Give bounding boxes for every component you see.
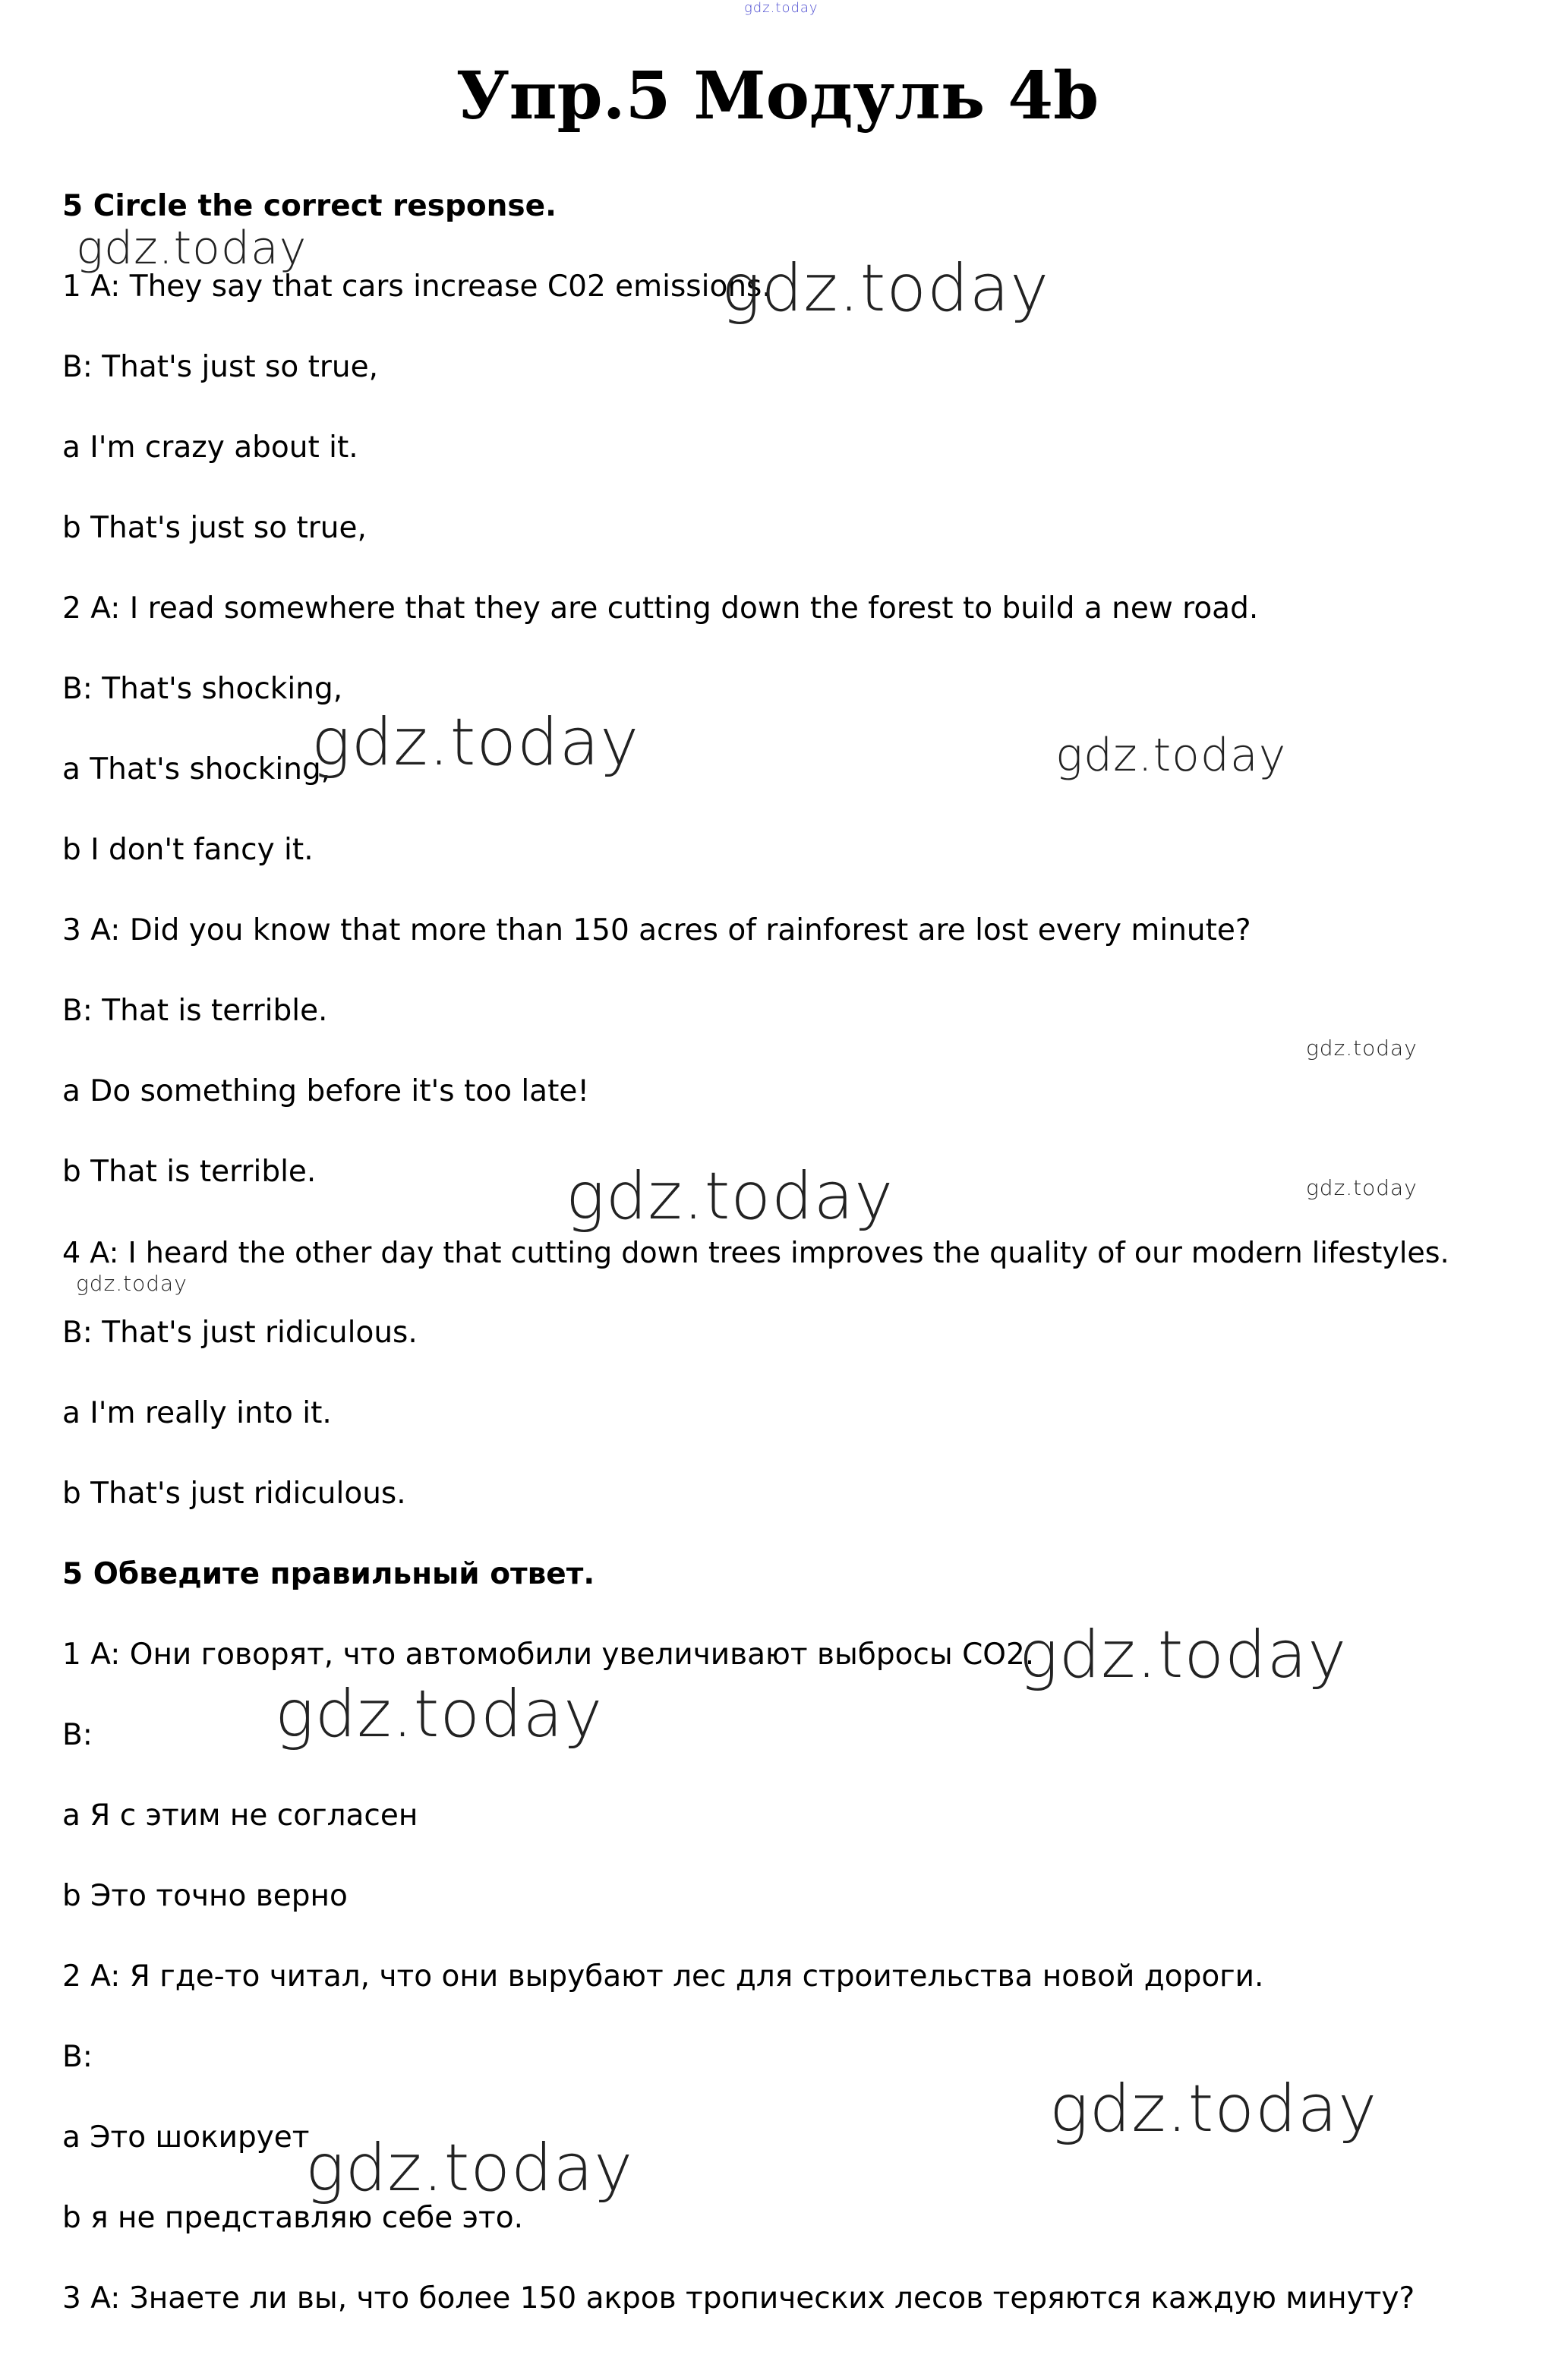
watermark: gdz.today [305, 2130, 634, 2206]
text-line: b I don't fancy it. [62, 833, 314, 867]
page-title: Упр.5 Модуль 4b [456, 58, 1099, 134]
text-line: b That is terrible. [62, 1155, 317, 1189]
text-line: B: That's just so true, [62, 350, 379, 384]
text-line: B: That's shocking, [62, 672, 343, 706]
text-line: a That's shocking, [62, 752, 331, 787]
text-line: 1 A: They say that cars increase C02 emissions. [62, 270, 771, 304]
text-line: 1 A: Они говорят, что автомобили увеличивают выбросы CO2. [62, 1638, 1035, 1672]
watermark: gdz.today [76, 1271, 188, 1296]
text-line: B: [62, 1718, 93, 1752]
watermark: gdz.today [1306, 1036, 1418, 1061]
watermark: gdz.today [721, 251, 1050, 326]
text-line: 3 A: Did you know that more than 150 acres of rainforest are lost every minute? [62, 913, 1251, 947]
text-line: b Это точно верно [62, 1879, 348, 1913]
section-heading-russian: 5 Обведите правильный ответ. [62, 1557, 595, 1591]
watermark: gdz.today [1049, 2071, 1378, 2147]
section-heading-english: 5 Circle the correct response. [62, 189, 557, 223]
text-line: B: That is terrible. [62, 994, 328, 1028]
text-line: b That's just so true, [62, 511, 367, 545]
text-line: a Это шокирует [62, 2120, 310, 2155]
text-line: 2 A: Я где-то читал, что они вырубают лес для строительства новой дороги. [62, 1959, 1264, 1994]
watermark: gdz.today [311, 705, 640, 780]
text-line: b я не представляю себе это. [62, 2201, 524, 2235]
watermark: gdz.today [1055, 729, 1287, 782]
text-line: a Do something before it's too late! [62, 1074, 590, 1108]
watermark: gdz.today [1019, 1617, 1348, 1693]
text-line: B: [62, 2040, 93, 2074]
watermark: gdz.today [1306, 1175, 1418, 1200]
watermark: gdz.today [275, 1676, 604, 1752]
text-line: 3 A: Знаете ли вы, что более 150 акров тропических лесов теряются каждую минуту? [62, 2281, 1415, 2315]
text-line: 4 A: I heard the other day that cutting down trees improves the quality of our modern lifestyles. [62, 1236, 1449, 1269]
watermark: gdz.today [76, 222, 308, 275]
text-line: b That's just ridiculous. [62, 1477, 406, 1511]
text-line: B: That's just ridiculous. [62, 1316, 418, 1350]
text-line: a Я с этим не согласен [62, 1798, 418, 1833]
text-line: a I'm really into it. [62, 1396, 332, 1430]
watermark: gdz.today [566, 1158, 894, 1234]
watermark: gdz.today [744, 0, 819, 16]
text-line: a I'm crazy about it. [62, 430, 358, 465]
text-line: 2 A: I read somewhere that they are cutting down the forest to build a new road. [62, 591, 1259, 626]
